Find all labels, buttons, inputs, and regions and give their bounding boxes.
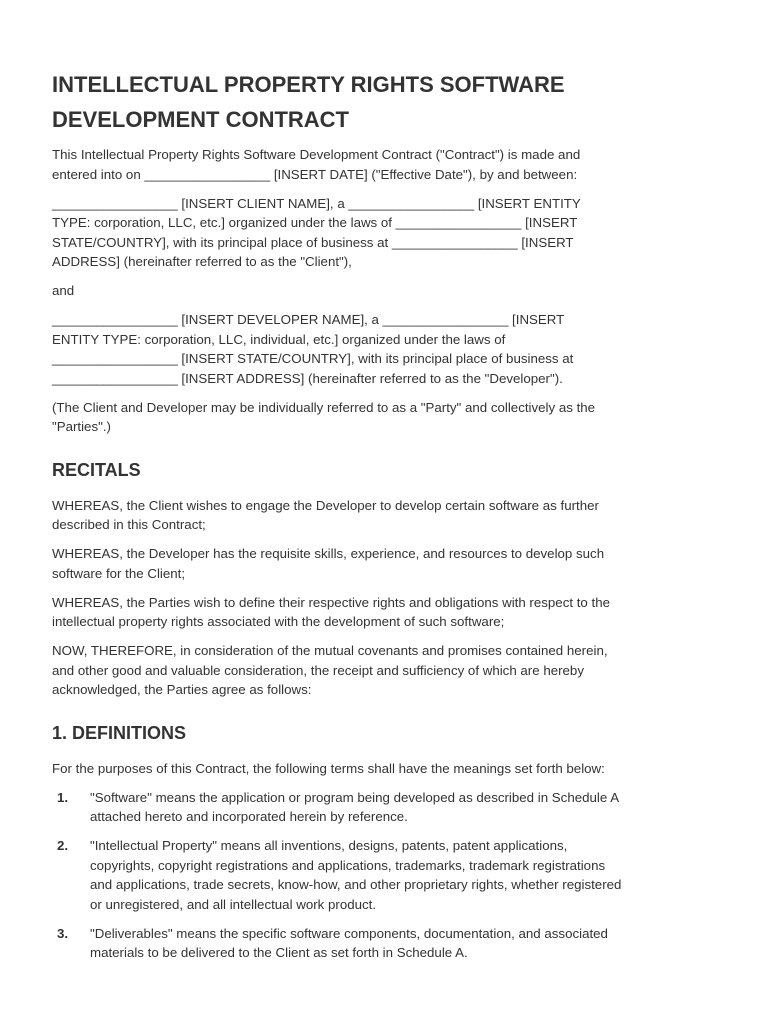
text-line: and	[52, 283, 75, 298]
document-page	[52, 67, 712, 972]
paragraph	[52, 398, 712, 437]
text-line: "Software" means the application or program being developed as described in Schedule A	[90, 789, 620, 805]
document-title	[52, 67, 712, 137]
text-line: ADDRESS] (hereinafter referred to as the "Client"),	[52, 254, 352, 269]
recitals-heading: RECITALS	[52, 459, 141, 480]
paragraph	[52, 281, 712, 301]
definitions-list	[52, 788, 712, 963]
text-line: ENTITY TYPE: corporation, LLC, individual, etc.] organized under the laws of	[52, 331, 506, 347]
text-line: "Deliverables" means the specific software components, documentation, and associated	[90, 925, 608, 941]
definitions-heading: 1. DEFINITIONS	[52, 722, 187, 743]
paragraph	[52, 496, 712, 535]
item-text	[90, 788, 619, 827]
text-line: "Parties".)	[52, 419, 111, 434]
text-line: _________________ [INSERT CLIENT NAME], a _________________ [INSERT ENTITY	[52, 195, 581, 211]
text-line: WHEREAS, the Developer has the requisite skills, experience, and resources to develop such	[52, 546, 605, 561]
text-line: TYPE: corporation, LLC, etc.] organized under the laws of _________________ [INSERT	[52, 215, 578, 230]
recitals-section	[52, 496, 712, 700]
text-line: (The Client and Developer may be individually referred to as a "Party" and collectively as the	[52, 399, 596, 415]
text-line: materials to be delivered to the Client as set forth in Schedule A.	[90, 945, 468, 960]
text-line: or unregistered, and all intellectual work product.	[90, 896, 377, 912]
text-line: intellectual property rights associated with the development of such software;	[52, 614, 505, 629]
title-line: DEVELOPMENT CONTRACT	[52, 107, 349, 132]
text-line: described in this Contract;	[52, 517, 206, 532]
paragraph	[52, 145, 712, 184]
text-line: acknowledged, the Parties agree as follows:	[52, 682, 312, 697]
text-line: "Intellectual Property" means all inventions, designs, patents, patent applications,	[90, 838, 568, 853]
text-line: WHEREAS, the Parties wish to define their respective rights and obligations with respect to the	[52, 594, 611, 610]
text-line: attached hereto and incorporated herein by reference.	[90, 809, 408, 824]
title-line: INTELLECTUAL PROPERTY RIGHTS SOFTWARE	[52, 72, 565, 97]
definition-item	[52, 924, 712, 963]
paragraph	[52, 310, 712, 388]
definition-item	[52, 788, 712, 827]
paragraph	[52, 641, 712, 700]
item-number: 1.	[57, 789, 69, 805]
definitions-intro: For the purposes of this Contract, the following terms shall have the meanings set forth below:	[52, 760, 605, 776]
text-line: entered into on _________________ [INSERT DATE] ("Effective Date"), by and between:	[52, 166, 578, 182]
paragraph	[52, 544, 712, 583]
paragraph	[52, 593, 712, 632]
text-line: copyrights, copyright registrations and applications, trademarks, trademark registrations	[90, 857, 606, 873]
item-text	[90, 924, 608, 963]
item-number: 3.	[57, 925, 69, 941]
text-line: _________________ [INSERT STATE/COUNTRY], with its principal place of business at	[52, 351, 574, 366]
text-line: STATE/COUNTRY], with its principal place of business at _________________ [INSERT	[52, 234, 574, 250]
intro-section	[52, 145, 712, 437]
text-line: _________________ [INSERT DEVELOPER NAME], a _________________ [INSERT	[52, 312, 565, 327]
text-line: software for the Client;	[52, 565, 186, 581]
item-text	[90, 836, 621, 914]
paragraph	[52, 194, 712, 272]
text-line: _________________ [INSERT ADDRESS] (hereinafter referred to as the "Developer").	[52, 370, 563, 386]
definition-item	[52, 836, 712, 914]
item-number: 2.	[57, 838, 69, 853]
text-line: This Intellectual Property Rights Software Development Contract ("Contract") is made and	[52, 147, 581, 162]
text-line: and other good and valuable consideration, the receipt and sufficiency of which are hereby	[52, 662, 584, 678]
text-line: and applications, trade secrets, know-how, and other proprietary rights, whether registered	[90, 877, 622, 892]
text-line: NOW, THEREFORE, in consideration of the mutual covenants and promises contained herein,	[52, 643, 608, 658]
text-line: WHEREAS, the Client wishes to engage the Developer to develop certain software as further	[52, 497, 599, 513]
